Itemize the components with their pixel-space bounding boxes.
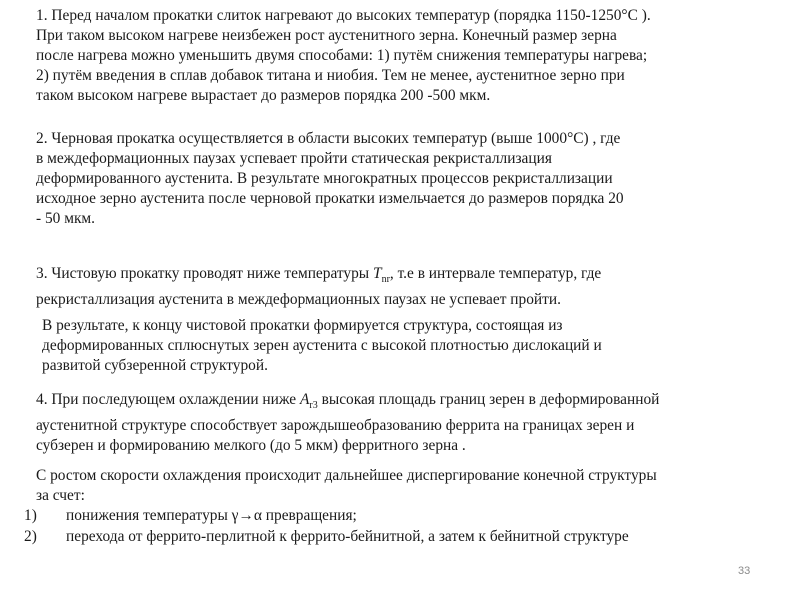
tnr-subscript: nr	[381, 274, 390, 285]
text-line	[36, 264, 601, 290]
text-line: В результате, к концу чистовой прокатки формируется структура, состоящая из	[42, 317, 563, 334]
text-segment: , т.е в интервале температур, где	[389, 265, 602, 282]
text-segment: высокая площадь границ зерен в деформированной	[317, 391, 660, 408]
tnr-symbol: T	[373, 265, 382, 282]
text-line: С ростом скорости охлаждения происходит дальнейшее диспергирование конечной структуры	[36, 467, 657, 484]
text-line: субзерен и формированию мелкого (до 5 мкм) ферритного зерна .	[36, 437, 466, 454]
list-text: перехода от феррито-перлитной к феррито-бейнитной, а затем к бейнитной структуре	[66, 528, 629, 545]
text-line: таком высоком нагреве вырастает до размеров порядка 200 -500 мкм.	[36, 87, 491, 104]
text-line: аустенитной структуре способствует зарождышеобразованию феррита на границах зерен и	[36, 417, 635, 434]
list-item	[24, 506, 784, 527]
list-number: 2)	[24, 528, 37, 545]
text-line: исходное зерно аустенита после черновой прокатки измельчается до размеров порядка 20	[36, 190, 624, 207]
paragraph-heating	[36, 6, 651, 106]
text-segment: 4. При последующем охлаждении ниже	[36, 391, 300, 408]
text-line: развитой субзеренной структурой.	[42, 357, 268, 374]
ar3-subscript: r3	[309, 400, 318, 411]
paragraph-cooling-rate	[24, 466, 657, 548]
text-line: рекристаллизация аустенита в междеформационных паузах не успевает пройти.	[36, 291, 561, 308]
numbered-list	[24, 506, 657, 548]
paragraph-finish-rolling	[36, 264, 601, 310]
text-line: 1. Перед началом прокатки слиток нагревают до высоких температур (порядка 1150-1250°С ).	[36, 7, 651, 24]
text-line: При таком высоком нагреве неизбежен рост аустенитного зерна. Конечный размер зерна	[36, 27, 617, 44]
text-line: деформированного аустенита. В результате многократных процессов рекристаллизации	[36, 170, 613, 187]
paragraph-result-structure	[42, 316, 602, 376]
text-segment: 3. Чистовую прокатку проводят ниже температуры	[36, 265, 373, 282]
text-line: за счет:	[36, 487, 85, 504]
text-line	[36, 390, 659, 416]
list-number: 1)	[24, 507, 37, 524]
text-line: деформированных сплюснутых зерен аустенита с высокой плотностью дислокаций и	[42, 337, 602, 354]
list-item	[24, 527, 784, 548]
list-text: понижения температуры γ→α превращения;	[66, 507, 357, 524]
text-line: 2. Черновая прокатка осуществляется в области высоких температур (выше 1000°С) , где	[36, 130, 621, 147]
paragraph-rough-rolling	[36, 129, 624, 229]
text-line: 2) путём введения в сплав добавок титана и ниобия. Тем не менее, аустенитное зерно при	[36, 67, 625, 84]
text-line: после нагрева можно уменьшить двумя способами: 1) путём снижения температуры нагрева;	[36, 47, 648, 64]
text-line: - 50 мкм.	[36, 210, 96, 227]
text-line: в междеформационных паузах успевает пройти статическая рекристаллизация	[36, 150, 552, 167]
page-number: 33	[738, 565, 751, 577]
ar3-symbol: A	[300, 391, 310, 408]
paragraph-cooling	[36, 390, 659, 456]
